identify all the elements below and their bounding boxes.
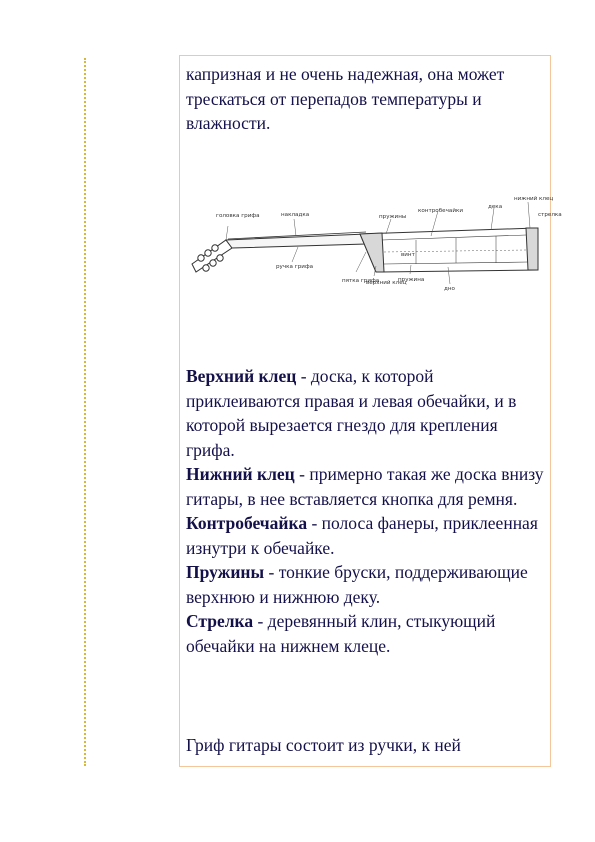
label-kerfing: контробечайки xyxy=(418,208,463,214)
definition-term: Контробечайка xyxy=(186,513,308,533)
definition-text: - тонкие бруски, поддерживающие верхнюю и нижнюю деку. xyxy=(186,562,528,607)
definition-text: - полоса фанеры, приклеенная изнутри к обечайке. xyxy=(186,513,538,558)
label-heel: пятка грифа xyxy=(342,278,380,284)
label-back: дно xyxy=(444,286,455,292)
label-lower-block: нижний клец xyxy=(514,196,554,202)
guitar-head-shape xyxy=(192,240,232,272)
label-screw: винт xyxy=(401,252,415,258)
label-neck: ручка грифа xyxy=(276,264,314,270)
definition-item xyxy=(186,609,546,658)
label-soundboard: дека xyxy=(488,204,503,210)
margin-dotted-rule xyxy=(84,58,86,766)
label-arrow: стрелка xyxy=(538,212,562,218)
label-springs-top: пружины xyxy=(379,214,407,220)
guitar-cross-section-diagram xyxy=(186,192,562,300)
definition-text: - примерно такая же доска внизу гитары, в нее вставляется кнопка для ремня. xyxy=(186,464,544,509)
definition-item xyxy=(186,511,546,560)
label-upper-block: верхний клец xyxy=(366,280,407,286)
definition-item xyxy=(186,462,546,511)
definition-term: Верхний клец xyxy=(186,366,297,386)
closing-paragraph: Гриф гитары состоит из ручки, к ней xyxy=(186,735,461,755)
intro-paragraph: капризная и не очень надежная, она может трескаться от перепадов температуры и влажности. xyxy=(186,64,505,133)
definition-text: - доска, к которой приклеиваются правая и левая обечайки, и в которой вырезается гнездо для крепления грифа. xyxy=(186,366,517,460)
label-fingerboard: накладка xyxy=(281,212,310,218)
definition-term: Нижний клец xyxy=(186,464,295,484)
definitions-list xyxy=(186,364,546,658)
definition-item xyxy=(186,560,546,609)
definition-item xyxy=(186,364,546,462)
definition-text: - деревянный клин, стыкующий обечайки на нижнем клеце. xyxy=(186,611,496,656)
guitar-body-shape xyxy=(360,228,538,272)
label-springs-bottom: пружина xyxy=(398,277,425,283)
definition-term: Пружины xyxy=(186,562,265,582)
label-head: головка грифа xyxy=(216,213,260,219)
definition-term: Стрелка xyxy=(186,611,254,631)
